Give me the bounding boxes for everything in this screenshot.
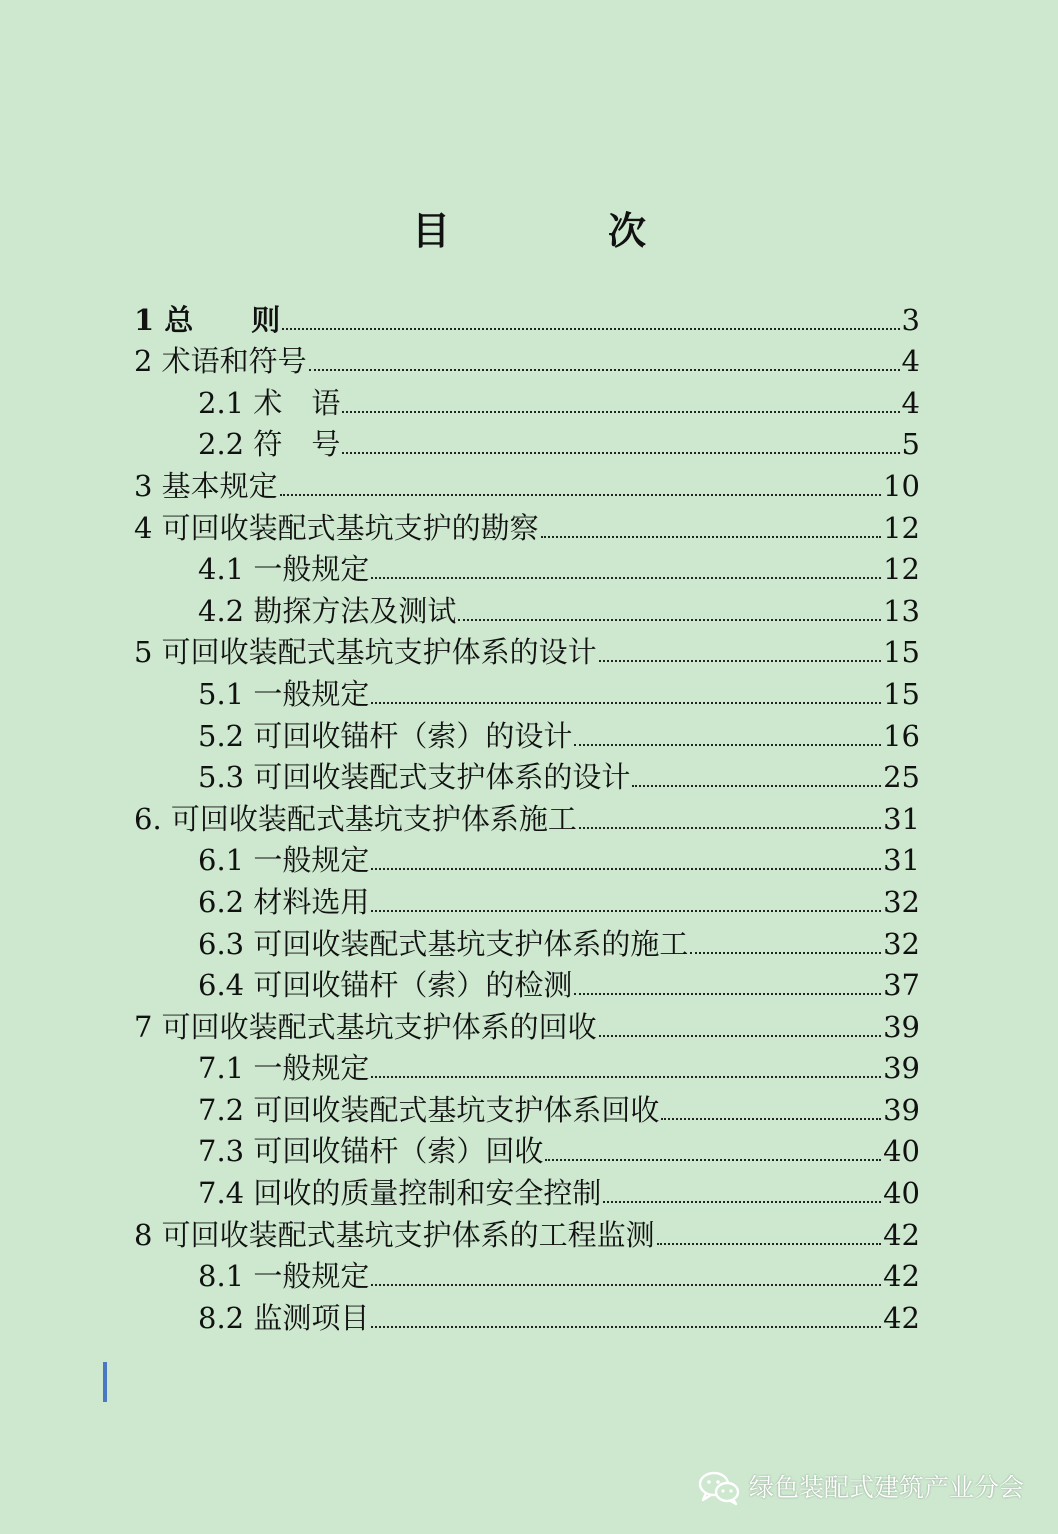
toc-entry-page: 37 <box>883 968 920 1003</box>
toc-entry-label: 8.1 一般规定 <box>198 1259 370 1294</box>
toc-entry-label: 4 可回收装配式基坑支护的勘察 <box>134 510 539 545</box>
toc-entry-label: 2.1 术 语 <box>198 385 341 420</box>
toc-entry-label: 7.2 可回收装配式基坑支护体系回收 <box>198 1092 660 1127</box>
toc-entry-label: 8.2 监测项目 <box>198 1300 370 1335</box>
toc-entry-page: 10 <box>883 468 920 503</box>
toc-entry-label: 8 可回收装配式基坑支护体系的工程监测 <box>134 1217 655 1252</box>
toc-dot-leader <box>545 1159 881 1161</box>
toc-dot-leader <box>579 827 881 829</box>
toc-entry-label: 2.2 符 号 <box>198 427 341 462</box>
toc-dot-leader <box>574 993 881 995</box>
toc-entry[interactable] <box>134 1003 920 1045</box>
toc-entry[interactable] <box>134 1086 920 1128</box>
toc-dot-leader <box>599 1035 881 1037</box>
toc-entry-label: 7.4 回收的质量控制和安全控制 <box>198 1176 602 1211</box>
toc-entry-label: 2 术语和符号 <box>134 344 307 379</box>
toc-entry-label: 6. 可回收装配式基坑支护体系施工 <box>134 801 577 836</box>
toc-entry[interactable] <box>134 1128 920 1170</box>
toc-entry-label: 6.4 可回收锚杆（索）的检测 <box>198 968 573 1003</box>
toc-entry-page: 40 <box>883 1134 920 1169</box>
toc-entry-label: 5 可回收装配式基坑支护体系的设计 <box>134 635 597 670</box>
toc-entry-label: 7.3 可回收锚杆（索）回收 <box>198 1134 544 1169</box>
toc-entry[interactable] <box>134 712 920 754</box>
toc-entry-page: 4 <box>901 385 920 420</box>
toc-entry-page: 4 <box>901 344 920 379</box>
toc-entry-label: 1 总 则 <box>134 302 281 337</box>
watermark-text: 绿色装配式建筑产业分会 <box>748 1473 1024 1502</box>
toc-dot-leader <box>541 536 881 538</box>
table-of-contents <box>134 296 920 1336</box>
toc-entry[interactable] <box>134 962 920 1004</box>
toc-entry-page: 12 <box>883 552 920 587</box>
toc-entry-page: 3 <box>901 302 920 337</box>
toc-entry-page: 42 <box>883 1300 920 1335</box>
toc-dot-leader <box>342 452 899 454</box>
toc-dot-leader <box>371 1284 881 1286</box>
toc-entry[interactable] <box>134 1294 920 1336</box>
toc-entry-page: 39 <box>883 1092 920 1127</box>
toc-entry[interactable] <box>134 1045 920 1087</box>
toc-dot-leader <box>371 577 881 579</box>
toc-dot-leader <box>371 910 881 912</box>
toc-entry-page: 16 <box>883 718 920 753</box>
toc-entry[interactable] <box>134 587 920 629</box>
toc-dot-leader <box>661 1118 881 1120</box>
toc-entry-label: 7.1 一般规定 <box>198 1051 370 1086</box>
toc-dot-leader <box>282 328 899 330</box>
toc-entry[interactable] <box>134 421 920 463</box>
toc-entry-label: 4.1 一般规定 <box>198 552 370 587</box>
toc-entry-label: 5.1 一般规定 <box>198 676 370 711</box>
toc-entry-label: 6.2 材料选用 <box>198 884 370 919</box>
toc-entry[interactable] <box>134 379 920 421</box>
wechat-icon <box>697 1470 741 1506</box>
toc-dot-leader <box>371 1076 881 1078</box>
toc-dot-leader <box>371 868 881 870</box>
toc-dot-leader <box>599 660 881 662</box>
toc-entry[interactable] <box>134 1253 920 1295</box>
toc-dot-leader <box>371 1326 881 1328</box>
toc-entry-page: 42 <box>883 1259 920 1294</box>
toc-dot-leader <box>632 785 881 787</box>
watermark <box>697 1470 1024 1506</box>
toc-dot-leader <box>458 619 881 621</box>
toc-dot-leader <box>342 411 899 413</box>
toc-entry[interactable] <box>134 795 920 837</box>
toc-entry[interactable] <box>134 1211 920 1253</box>
toc-dot-leader <box>309 369 900 371</box>
toc-entry-page: 40 <box>883 1176 920 1211</box>
toc-entry[interactable] <box>134 629 920 671</box>
toc-entry[interactable] <box>134 546 920 588</box>
toc-entry-page: 13 <box>883 593 920 628</box>
page-title: 目 次 <box>411 208 706 253</box>
toc-entry-label: 6.3 可回收装配式基坑支护体系的施工 <box>198 926 689 961</box>
toc-dot-leader <box>574 744 881 746</box>
toc-entry-page: 15 <box>883 635 920 670</box>
toc-dot-leader <box>690 952 881 954</box>
toc-entry-label: 6.1 一般规定 <box>198 843 370 878</box>
toc-entry-page: 12 <box>883 510 920 545</box>
toc-dot-leader <box>603 1201 881 1203</box>
toc-entry-label: 3 基本规定 <box>134 468 278 503</box>
toc-entry-page: 15 <box>883 676 920 711</box>
toc-entry[interactable] <box>134 504 920 546</box>
toc-entry[interactable] <box>134 670 920 712</box>
toc-entry[interactable] <box>134 754 920 796</box>
toc-entry[interactable] <box>134 1169 920 1211</box>
toc-entry[interactable] <box>134 296 920 338</box>
toc-entry-page: 31 <box>883 801 920 836</box>
toc-entry-page: 39 <box>883 1009 920 1044</box>
toc-dot-leader <box>280 494 881 496</box>
toc-entry-page: 25 <box>883 760 920 795</box>
toc-entry[interactable] <box>134 878 920 920</box>
toc-dot-leader <box>371 702 881 704</box>
toc-entry-label: 7 可回收装配式基坑支护体系的回收 <box>134 1009 597 1044</box>
toc-entry[interactable] <box>134 837 920 879</box>
text-cursor <box>103 1362 107 1402</box>
toc-entry[interactable] <box>134 462 920 504</box>
toc-entry-label: 5.3 可回收装配式支护体系的设计 <box>198 760 631 795</box>
toc-entry-page: 39 <box>883 1051 920 1086</box>
toc-entry-page: 31 <box>883 843 920 878</box>
toc-entry-page: 32 <box>883 926 920 961</box>
toc-entry-page: 42 <box>883 1217 920 1252</box>
toc-entry[interactable] <box>134 920 920 962</box>
toc-entry-page: 32 <box>883 884 920 919</box>
toc-entry-label: 4.2 勘探方法及测试 <box>198 593 457 628</box>
toc-entry[interactable] <box>134 338 920 380</box>
toc-entry-page: 5 <box>901 427 920 462</box>
toc-entry-label: 5.2 可回收锚杆（索）的设计 <box>198 718 573 753</box>
toc-dot-leader <box>657 1243 881 1245</box>
